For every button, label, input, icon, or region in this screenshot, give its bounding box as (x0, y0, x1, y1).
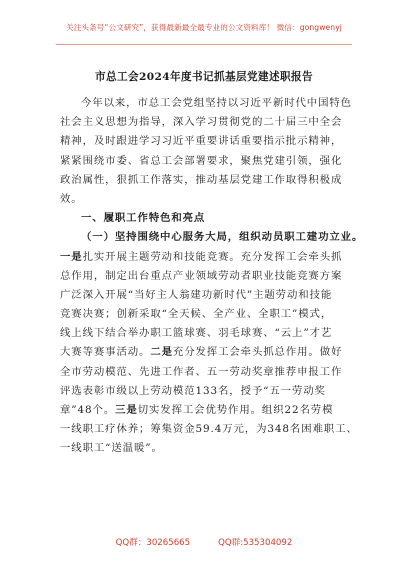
paragraph-line: 全市劳动模范、先进工作者、五一劳动奖章推荐申报工作 (60, 365, 343, 378)
line-text: 切实发挥工会优势作用。组织22名劳模 (137, 404, 334, 416)
paragraph-line: 竞赛决赛；创新采取“全天候、全产业、全职工”模式， (60, 308, 333, 321)
paragraph-line (60, 248, 352, 267)
paragraph-line (60, 343, 352, 362)
line-text: 充分发挥工会牵头抓总作用。做好 (172, 346, 343, 359)
subsection-heading: （一）坚持围绕中心服务大局，组织动员职工建功立业。 (81, 231, 364, 244)
paragraph-line: 政治属性，狠抓工作落实，推动基层党建工作取得积极成 (60, 173, 343, 186)
document-body (60, 94, 364, 459)
paragraph-line: 评选表彰市级以上劳动模范133名，授予“五一劳动奖 (60, 384, 326, 397)
paragraph-line: 精神，及时跟进学习习近平重要讲话重要指示批示精神， (60, 135, 343, 148)
ordinal-marker: 三是 (115, 404, 138, 416)
paragraph-line: 效。 (60, 192, 83, 205)
ordinal-marker: 一是 (60, 250, 83, 263)
line-text: 章”48个。 (60, 404, 116, 416)
document-title: 市总工会2024年度书记抓基层党建述职报告 (95, 71, 313, 83)
qq-group-2: QQ群:535304092 (218, 538, 293, 548)
paragraph-line: 一线职工疗休养；筹集资金59.4万元，为348名困难职工、 (60, 423, 358, 436)
paragraph-line: 总作用，制定出台重点产业领域劳动者职业技能竞赛方案 (60, 269, 343, 282)
ordinal-marker: 二是 (150, 346, 173, 359)
paragraph-line: 紧紧围绕市委、省总工会部署要求，聚焦党建引领，强化 (60, 154, 343, 167)
paragraph-line: 今年以来，市总工会党组坚持以习近平新时代中国特色 (81, 97, 352, 109)
qq-group-1: QQ群：30265665 (115, 538, 191, 548)
paragraph-line: 一线职工“送温暖”。 (60, 442, 163, 455)
section-heading: 一、履职工作特色和亮点 (81, 212, 206, 225)
paragraph-line: 社会主义思想为指导，深入学习贯彻党的二十届三中全会 (60, 116, 343, 129)
intro-paragraph (60, 94, 352, 209)
header-divider (56, 44, 352, 45)
footer-contact (0, 536, 408, 548)
section-body (60, 248, 358, 459)
header-banner: 关注头条号“公文研究”，获得最新最全最专业的公文资料库！ 微信：gongwenyj (66, 23, 342, 32)
paragraph-line: 广泛深入开展“当好主人翁建功新时代”主题劳动和技能 (60, 288, 333, 301)
line-text: 扎实开展主题劳动和技能竞赛。充分发挥工会牵头抓 (82, 250, 343, 263)
line-text: 大赛等赛事活动。 (60, 346, 151, 359)
paragraph-line: 线上线下结合举办职工篮球赛、羽毛球赛、“云上”才艺 (60, 327, 333, 340)
paragraph-line (60, 401, 352, 420)
